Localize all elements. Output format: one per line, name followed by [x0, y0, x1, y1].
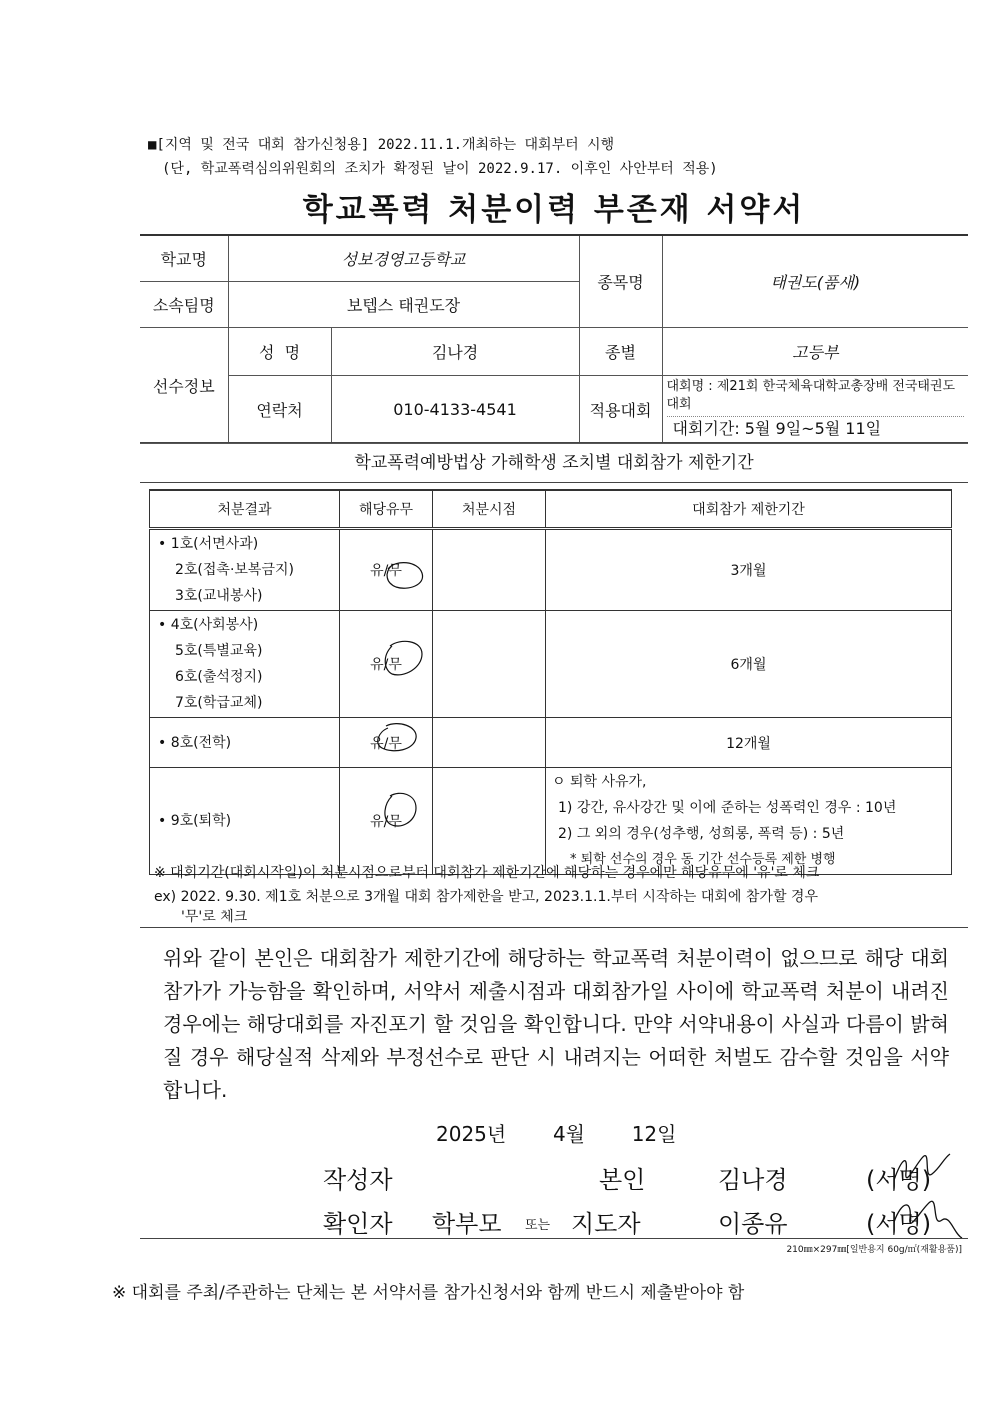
- row1-measures: • 1호(서면사과) 2호(접촉·보복금지) 3호(교내봉사): [150, 529, 340, 611]
- sport-value: 태권도(품새): [662, 235, 968, 327]
- row4-period: ㅇ 퇴학 사유가, 1) 강간, 유사강간 및 이에 준하는 성폭력인 경우 : 10년 2) 그 외의 경우(성추행, 성희롱, 폭력 등) : 5년 * 퇴학 선수의 경우 동 기간 선수등록 제한 병행: [546, 768, 952, 875]
- row4-yn: 유/무: [340, 768, 433, 875]
- name-label: 성 명: [228, 327, 331, 375]
- header-applicable: 해당유무: [340, 490, 433, 529]
- row2-timing: [433, 611, 546, 718]
- restriction-table: [149, 489, 952, 875]
- row1-timing: [433, 529, 546, 611]
- writer-role: 본인: [599, 1166, 646, 1194]
- header-line-1: ■[지역 및 전국 대회 참가신청용] 2022.11.1.개최하는 대회부터 시행: [148, 137, 615, 153]
- writer-name: 김나경: [718, 1166, 788, 1194]
- event-name: 대회명 : 제21회 한국체육대학교총장배 전국태권도대회: [667, 378, 965, 417]
- header-line-2: (단, 학교폭력심의위원회의 조치가 확정된 날이 2022.9.17. 이후인 사안부터 적용): [162, 161, 718, 177]
- pledge-body: 위와 같이 본인은 대회참가 제한기간에 해당하는 학교폭력 처분이력이 없으므로 해당 대회 참가가 가능함을 확인하며, 서약서 제출시점과 대회참가일 사이에 학교폭력 처분이 내려진 경우에는 해당대회를 자진포기 할 것임을 확인합니다. 만약 서약내용이 사실과 다름이 밝혀질 경우 해당실적 삭제와 부정선수로 판단 시 내려지는 어떠한 처벌도 감수할 것임을 서약합니다.: [163, 946, 949, 1102]
- header-timing: 처분시점: [433, 490, 546, 529]
- note-2: ex) 2022. 9.30. 제1호 처분으로 3개월 대회 참가제한을 받고, 2023.1.1.부터 시작하는 대회에 참가할 경우: [154, 889, 818, 905]
- footer-note: ※ 대회를 주최/주관하는 단체는 본 서약서를 참가신청서와 함께 반드시 제출받아야 함: [112, 1283, 745, 1303]
- note-3: '무'로 체크: [181, 909, 248, 925]
- pledge-date: 2025년 4월 12일: [436, 1122, 677, 1146]
- info-table: [140, 234, 968, 444]
- team-value: 보텝스 태권도장: [228, 281, 579, 327]
- sport-label: 종목명: [579, 235, 662, 327]
- confirm-label: 확인자: [323, 1210, 393, 1238]
- section-divider-top: [140, 442, 968, 443]
- confirm-or: 또는: [525, 1218, 551, 1233]
- section-divider-bottom: [140, 482, 968, 483]
- name-value: 김나경: [331, 327, 579, 375]
- school-value: 성보경영고등학교: [228, 235, 579, 281]
- row1-period: 3개월: [546, 529, 952, 611]
- row2-measures: • 4호(사회봉사) 5호(특별교육) 6호(출석정지) 7호(학급교체): [150, 611, 340, 718]
- school-label: 학교명: [140, 235, 228, 281]
- confirm-role2: 지도자: [571, 1210, 641, 1238]
- row3-measures: • 8호(전학): [150, 718, 340, 768]
- row3-timing: [433, 718, 546, 768]
- row4-timing: [433, 768, 546, 875]
- row3-yn: 유/무: [340, 718, 433, 768]
- document-title: 학교폭력 처분이력 부존재 서약서: [302, 192, 806, 228]
- confirm-name: 이종유: [718, 1210, 788, 1238]
- notes-divider: [140, 927, 968, 928]
- team-label: 소속팀명: [140, 281, 228, 327]
- event-label: 적용대회: [579, 375, 662, 443]
- row4-measures: • 9호(퇴학): [150, 768, 340, 875]
- player-label: 선수정보: [140, 327, 228, 443]
- confirm-sign: (서명): [866, 1210, 932, 1238]
- contact-label: 연락처: [228, 375, 331, 443]
- note-1: ※ 대회기간(대회시작일)이 처분시점으로부터 대회참가 제한기간에 해당하는 경우에만 해당유무에 '유'로 체크: [154, 865, 820, 881]
- row3-period: 12개월: [546, 718, 952, 768]
- confirm-role1: 학부모: [432, 1210, 502, 1238]
- header-period: 대회참가 제한기간: [546, 490, 952, 529]
- signature-divider: [140, 1238, 968, 1239]
- section-title: 학교폭력예방법상 가해학생 조치별 대회참가 제한기간: [354, 453, 754, 473]
- paper-spec: 210㎜×297㎜[일반용지 60g/㎡(재활용품)]: [786, 1245, 962, 1255]
- writer-label: 작성자: [323, 1166, 393, 1194]
- row1-yn: 유/무: [340, 529, 433, 611]
- contact-value: 010-4133-4541: [331, 375, 579, 443]
- header-measure: 처분결과: [150, 490, 340, 529]
- category-value: 고등부: [662, 327, 968, 375]
- writer-sign: (서명): [866, 1166, 932, 1194]
- category-label: 종별: [579, 327, 662, 375]
- event-period: 대회기간: 5월 9일~5월 11일: [672, 418, 882, 438]
- row2-period: 6개월: [546, 611, 952, 718]
- row2-yn: 유/무: [340, 611, 433, 718]
